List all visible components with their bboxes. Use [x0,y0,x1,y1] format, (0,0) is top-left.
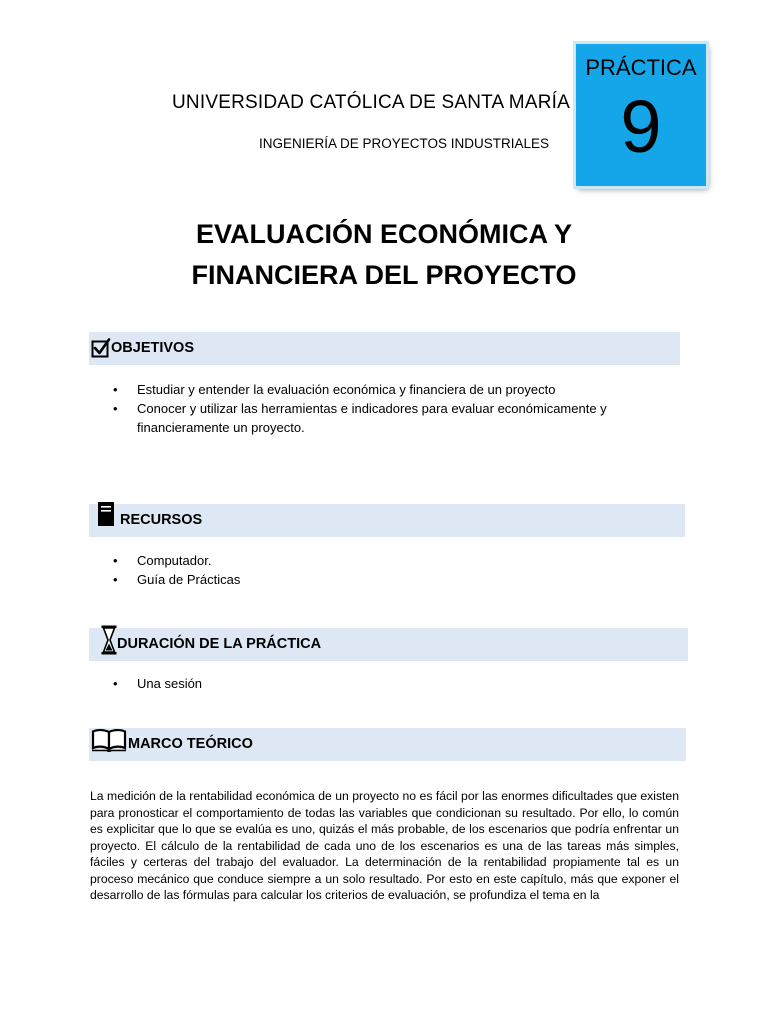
practice-badge [576,44,706,186]
section-title-recursos: RECURSOS [120,512,203,528]
list-item: • Guía de Prácticas [90,570,670,589]
section-title-marco: MARCO TEÓRICO [128,736,253,752]
list-item: • Computador. [90,551,670,570]
section-header-recursos [89,504,685,537]
department-name: INGENIERÍA DE PROYECTOS INDUSTRIALES [259,136,550,151]
title-line-1: EVALUACIÓN ECONÓMICA Y [195,219,573,249]
hourglass-icon [101,625,117,660]
list-item: • Conocer y utilizar las herramientas e indicadores para evaluar económicamente y financieramente un proyecto. [90,399,670,437]
open-book-icon [91,728,127,757]
section-header-duracion [89,628,688,661]
computer-tower-icon [97,501,115,532]
title-line-2: FINANCIERA DEL PROYECTO [191,260,577,290]
section-header-objetivos [89,332,680,365]
section-title-duracion: DURACIÓN DE LA PRÁCTICA [117,636,322,652]
badge-label: PRÁCTICA [585,55,697,80]
checkbox-icon [91,338,111,363]
objetivos-list [90,380,670,437]
document-title [90,214,678,296]
badge-number: 9 [620,85,662,168]
university-name: UNIVERSIDAD CATÓLICA DE SANTA MARÍA [172,92,570,113]
list-item: • Una sesión [90,674,670,693]
duracion-list [90,674,670,693]
list-item: • Estudiar y entender la evaluación económica y financiera de un proyecto [90,380,670,399]
section-title-objetivos: OBJETIVOS [111,340,194,356]
marco-teorico-paragraph: La medición de la rentabilidad económica de un proyecto no es fácil por las enormes dificultades que existen para pronosticar el comportamiento de todas las variables que condicionan su resultado. Por ello, lo común es explicitar que lo que se evalúa es uno, quizás el más probable, de los escenarios que podría enfrentar un proyecto. El cálculo de la rentabilidad de cada uno de los escenarios es una de las tareas más simples, fáciles y certeras del trabajo del evaluador. La determinación de la rentabilidad propiamente tal es un proceso mecánico que conduce siempre a un solo resultado. Por esto en este capítulo, más que exponer el desarrollo de las fórmulas para calcular los criterios de evaluación, se profundiza el tema en la [90,789,679,902]
recursos-list [90,551,670,589]
section-header-marco [89,728,686,761]
